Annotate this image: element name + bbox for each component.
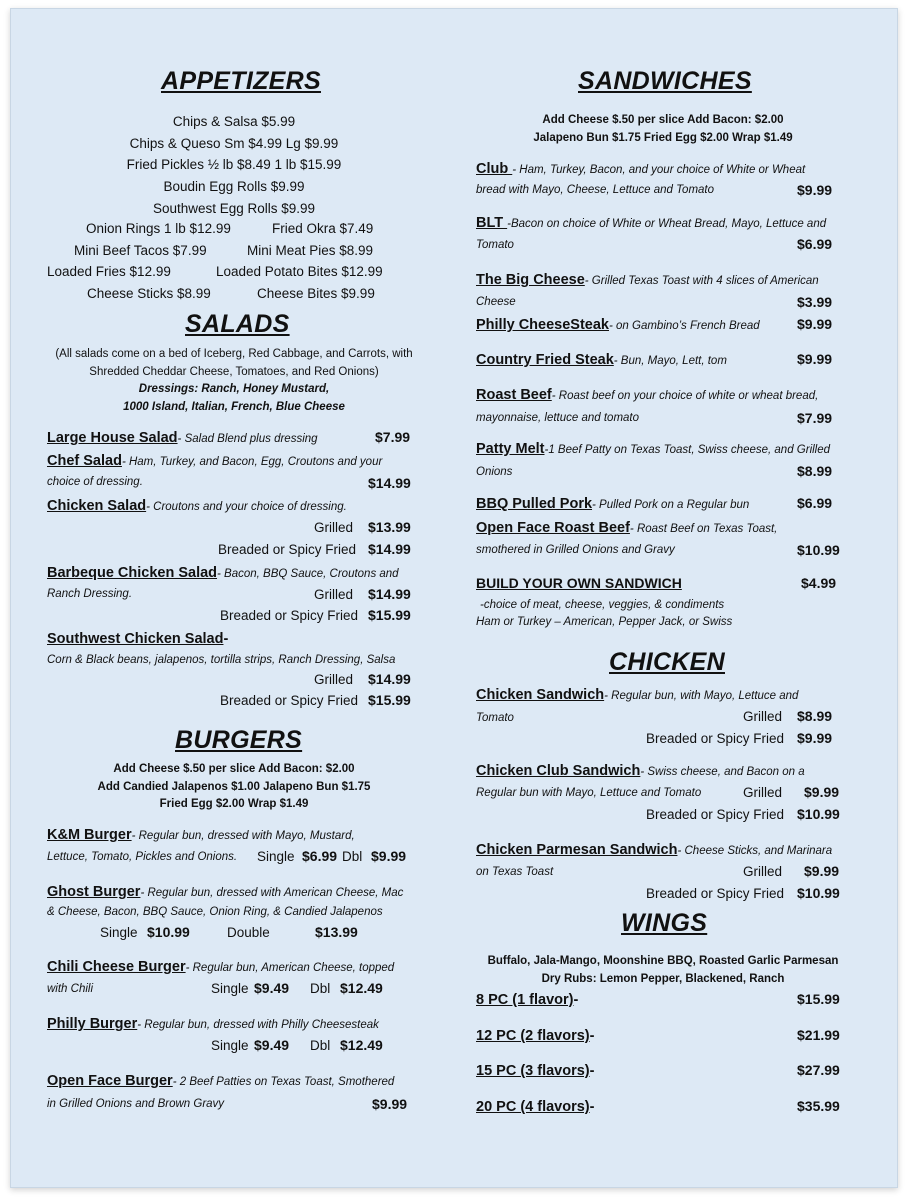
sandwiches-addons	[470, 112, 856, 147]
appetizer-line: Fried Pickles ½ lb $8.49 1 lb $15.99	[126, 157, 342, 173]
menu-item-club	[476, 160, 805, 178]
item-desc: - Regular bun, with Mayo, Lettuce and	[604, 690, 799, 702]
menu-item-philly-burger	[47, 1015, 379, 1033]
menu-item-chili-cheese-burger	[47, 958, 394, 976]
item-name: 8 PC (1 flavor)	[476, 992, 574, 1008]
option-label: Grilled	[314, 587, 354, 602]
item-name: Chili Cheese Burger	[47, 959, 186, 975]
option-price: $13.99	[315, 924, 358, 940]
item-name: Southwest Chicken Salad	[47, 631, 224, 647]
item-name: BLT	[476, 215, 508, 231]
item-price: $10.99	[797, 542, 840, 558]
option-label: Breaded or Spicy Fried	[646, 807, 785, 822]
item-desc: - Bacon, BBQ Sauce, Croutons and	[217, 568, 399, 580]
item-desc: - Pulled Pork on a Regular bun	[592, 499, 750, 511]
item-price: $27.99	[797, 1062, 840, 1078]
item-name: Club	[476, 161, 513, 177]
item-name: Philly Burger	[47, 1016, 138, 1032]
menu-item-southwest-chicken-salad	[47, 630, 228, 648]
option-label: Breaded or Spicy Fried	[220, 608, 359, 623]
menu-item-philly-cheesesteak	[476, 316, 760, 334]
item-desc-cont: Lettuce, Tomato, Pickles and Onions.	[47, 851, 238, 863]
menu-item-open-face-burger	[47, 1072, 394, 1090]
appetizer-item: Cheese Bites $9.99	[257, 286, 375, 301]
item-desc-cont: with Chili	[47, 983, 94, 995]
item-price: $9.99	[797, 316, 833, 332]
item-desc-cont: & Cheese, Bacon, BBQ Sauce, Onion Ring, & Candied Jalapenos	[47, 906, 383, 918]
menu-item-big-cheese	[476, 271, 819, 289]
item-name: Philly CheeseSteak	[476, 317, 609, 333]
item-price: $21.99	[797, 1027, 840, 1043]
appetizer-line: Boudin Egg Rolls $9.99	[163, 179, 305, 195]
item-desc-cont: choice of dressing.	[47, 476, 143, 488]
option-price: $12.49	[340, 1037, 383, 1053]
item-desc: - Regular bun, dressed with Mayo, Mustard,	[131, 830, 355, 842]
item-price: $7.99	[797, 410, 833, 426]
build-your-own-desc: Ham or Turkey – American, Pepper Jack, or Swiss	[476, 616, 733, 628]
burger-addon-line: Add Candied Jalapenos $1.00 Jalapeno Bun $1.75	[97, 780, 371, 793]
item-desc-cont: in Grilled Onions and Brown Gravy	[47, 1098, 225, 1110]
option-label: Single	[100, 925, 138, 940]
build-your-own-desc: -choice of meat, cheese, veggies, & condiments	[480, 599, 725, 611]
option-price: $9.99	[797, 730, 833, 746]
item-name: The Big Cheese	[476, 272, 585, 288]
item-desc-cont: Onions	[476, 466, 513, 478]
item-desc: -1 Beef Patty on Texas Toast, Swiss cheese, and Grilled	[544, 444, 831, 456]
item-name: Chicken Parmesan Sandwich	[476, 842, 678, 858]
option-price: $12.49	[340, 980, 383, 996]
build-your-own-price: $4.99	[801, 575, 837, 591]
option-label: Dbl	[310, 1038, 331, 1053]
menu-item-wings-20pc	[476, 1098, 594, 1116]
option-label: Grilled	[743, 709, 783, 724]
item-desc: - Salad Blend plus dressing	[177, 433, 318, 445]
item-desc-cont: Cheese	[476, 296, 516, 308]
item-price: $9.99	[797, 351, 833, 367]
option-label: Grilled	[743, 785, 783, 800]
appetizers-list	[46, 111, 422, 220]
item-desc-cont: on Texas Toast	[476, 866, 554, 878]
appetizer-item: Fried Okra $7.49	[272, 221, 374, 236]
appetizer-item: Mini Beef Tacos $7.99	[74, 243, 207, 258]
option-label: Breaded or Spicy Fried	[218, 542, 357, 557]
burgers-addons	[40, 761, 428, 814]
option-label: Grilled	[743, 864, 783, 879]
option-price: $13.99	[368, 519, 411, 535]
item-desc-cont: Tomato	[476, 712, 514, 724]
build-your-own-title: BUILD YOUR OWN SANDWICH	[476, 575, 682, 591]
item-name: 20 PC (4 flavors)	[476, 1099, 590, 1115]
option-price: $15.99	[368, 607, 411, 623]
item-suffix: -	[573, 992, 579, 1008]
option-label: Single	[257, 849, 295, 864]
option-price: $9.49	[254, 980, 290, 996]
menu-item-patty-melt	[476, 440, 830, 458]
salads-dressings: Dressings: Ranch, Honey Mustard,	[138, 383, 330, 395]
option-price: $14.99	[368, 586, 411, 602]
item-name: Open Face Roast Beef	[476, 520, 630, 536]
menu-item-wings-12pc	[476, 1027, 594, 1045]
item-desc: - Regular bun, American Cheese, topped	[185, 962, 395, 974]
appetizer-line: Southwest Egg Rolls $9.99	[152, 200, 316, 216]
item-price: $8.99	[797, 463, 833, 479]
item-name: Open Face Burger	[47, 1073, 173, 1089]
menu-item-country-fried-steak	[476, 351, 727, 369]
item-name: Roast Beef	[476, 387, 552, 403]
item-name: Chicken Salad	[47, 498, 147, 514]
item-price: $9.99	[797, 182, 833, 198]
item-price: $14.99	[368, 475, 411, 491]
option-label: Grilled	[314, 672, 354, 687]
item-desc: - Grilled Texas Toast with 4 slices of American	[584, 275, 819, 287]
option-price: $15.99	[368, 692, 411, 708]
item-desc: - Cheese Sticks, and Marinara	[677, 845, 833, 857]
item-name: Patty Melt	[476, 441, 545, 457]
appetizer-item: Mini Meat Pies $8.99	[247, 243, 374, 258]
menu-item-chicken-club-sandwich	[476, 762, 805, 780]
option-label: Dbl	[310, 981, 331, 996]
item-name: BBQ Pulled Pork	[476, 496, 593, 512]
item-price: $35.99	[797, 1098, 840, 1114]
option-price: $9.99	[371, 848, 407, 864]
item-suffix: -	[589, 1063, 595, 1079]
menu-item-wings-8pc	[476, 991, 578, 1009]
burger-addon-line: Fried Egg $2.00 Wrap $1.49	[159, 798, 309, 810]
option-label: Dbl	[342, 849, 363, 864]
item-desc: - Roast Beef on Texas Toast,	[629, 523, 778, 535]
burger-addon-line: Add Cheese $.50 per slice Add Bacon: $2.00	[113, 763, 355, 775]
option-price: $10.99	[797, 885, 840, 901]
salads-dressings: 1000 Island, Italian, French, Blue Cheese	[123, 400, 345, 413]
item-desc: - Regular bun, dressed with American Cheese, Mac	[140, 887, 404, 899]
item-name: Country Fried Steak	[476, 352, 614, 368]
item-desc: - on Gambino’s French Bread	[609, 320, 760, 332]
appetizer-item: Onion Rings 1 lb $12.99	[86, 221, 231, 236]
option-price: $8.99	[797, 708, 833, 724]
menu-item-bbq-chicken-salad	[47, 564, 399, 582]
item-suffix: -	[223, 631, 229, 647]
salads-intro-line: (All salads come on a bed of Iceberg, Red Cabbage, and Carrots, with	[55, 348, 413, 360]
item-desc-cont: mayonnaise, lettuce and tomato	[476, 412, 640, 424]
item-price: $15.99	[797, 991, 840, 1007]
item-desc: - Swiss cheese, and Bacon on a	[640, 766, 805, 778]
wings-heading: WINGS	[621, 909, 708, 937]
item-desc: - Ham, Turkey, Bacon, and your choice of White or Wheat	[512, 164, 806, 176]
appetizer-item: Loaded Potato Bites $12.99	[216, 264, 383, 279]
item-name: 15 PC (3 flavors)	[476, 1063, 590, 1079]
item-desc: - Bun, Mayo, Lett, tom	[613, 355, 727, 367]
item-desc-cont: smothered in Grilled Onions and Gravy	[476, 544, 675, 556]
item-name: Large House Salad	[47, 430, 178, 446]
sandwiches-heading: SANDWICHES	[578, 67, 752, 95]
option-label: Breaded or Spicy Fried	[646, 731, 785, 746]
item-name: 12 PC (2 flavors)	[476, 1028, 590, 1044]
menu-item-chicken-sandwich	[476, 686, 798, 704]
item-desc-cont: Regular bun with Mayo, Lettuce and Tomato	[476, 787, 702, 799]
wings-flavor-line: Buffalo, Jala-Mango, Moonshine BBQ, Roasted Garlic Parmesan	[487, 955, 839, 967]
option-label: Single	[211, 1038, 249, 1053]
chicken-heading: CHICKEN	[609, 648, 725, 676]
sandwich-addon-line: Jalapeno Bun $1.75 Fried Egg $2.00 Wrap $1.49	[533, 131, 793, 144]
item-name: Ghost Burger	[47, 884, 141, 900]
option-label: Grilled	[314, 520, 354, 535]
option-price: $10.99	[797, 806, 840, 822]
menu-item-chef-salad	[47, 452, 382, 470]
option-price: $9.49	[254, 1037, 290, 1053]
item-desc-cont: Ranch Dressing.	[47, 588, 133, 600]
item-desc-cont: bread with Mayo, Cheese, Lettuce and Tomato	[476, 184, 715, 196]
wings-flavor-line: Dry Rubs: Lemon Pepper, Blackened, Ranch	[541, 972, 785, 985]
option-label: Breaded or Spicy Fried	[646, 886, 785, 901]
item-desc: - Ham, Turkey, and Bacon, Egg, Croutons and your	[121, 456, 383, 468]
option-price: $10.99	[147, 924, 190, 940]
burgers-heading: BURGERS	[175, 726, 303, 754]
menu-item-blt	[476, 214, 826, 232]
item-name: Chef Salad	[47, 453, 122, 469]
menu-item-roast-beef	[476, 386, 818, 404]
item-price: $6.99	[797, 495, 833, 511]
option-price: $6.99	[302, 848, 338, 864]
menu-item-chicken-salad	[47, 497, 347, 515]
appetizer-line: Chips & Salsa $5.99	[172, 114, 296, 129]
appetizer-item: Loaded Fries $12.99	[47, 264, 171, 279]
menu-item-chicken-parmesan-sandwich	[476, 841, 832, 859]
menu-item-large-house-salad	[47, 429, 318, 447]
sandwich-addon-line: Add Cheese $.50 per slice Add Bacon: $2.00	[542, 114, 784, 126]
item-desc: - Roast beef on your choice of white or wheat bread,	[551, 390, 819, 402]
menu-item-km-burger	[47, 826, 355, 844]
menu-item-ghost-burger	[47, 883, 403, 901]
item-price: $7.99	[375, 429, 411, 445]
item-desc-cont: Corn & Black beans, jalapenos, tortilla strips, Ranch Dressing, Salsa	[47, 654, 396, 666]
item-name: Chicken Sandwich	[476, 687, 605, 703]
salads-intro	[40, 346, 428, 416]
item-name: Barbeque Chicken Salad	[47, 565, 218, 581]
item-price: $6.99	[797, 236, 833, 252]
option-label: Breaded or Spicy Fried	[220, 693, 359, 708]
item-desc-cont: Tomato	[476, 239, 514, 251]
option-price: $9.99	[804, 784, 840, 800]
menu-item-wings-15pc	[476, 1062, 594, 1080]
salads-heading: SALADS	[185, 310, 290, 338]
option-price: $9.99	[804, 863, 840, 879]
item-desc: - 2 Beef Patties on Texas Toast, Smothered	[172, 1076, 395, 1088]
item-desc: - Croutons and your choice of dressing.	[146, 501, 347, 513]
option-label: Double	[227, 925, 270, 940]
salads-intro-line: Shredded Cheddar Cheese, Tomatoes, and Red Onions)	[89, 365, 379, 378]
item-desc: -Bacon on choice of White or Wheat Bread, Mayo, Lettuce and	[507, 218, 827, 230]
option-label: Single	[211, 981, 249, 996]
appetizers-heading: APPETIZERS	[161, 67, 321, 95]
menu-item-bbq-pulled-pork	[476, 495, 749, 513]
item-suffix: -	[589, 1028, 595, 1044]
item-price: $9.99	[372, 1096, 408, 1112]
appetizer-item: Cheese Sticks $8.99	[87, 286, 211, 301]
option-price: $14.99	[368, 541, 411, 557]
menu-item-open-face-roast-beef	[476, 519, 777, 537]
item-desc: - Regular bun, dressed with Philly Cheesesteak	[137, 1019, 379, 1031]
item-price: $3.99	[797, 294, 833, 310]
appetizer-line: Chips & Queso Sm $4.99 Lg $9.99	[129, 135, 339, 151]
item-name: Chicken Club Sandwich	[476, 763, 641, 779]
item-name: K&M Burger	[47, 827, 132, 843]
wings-flavors	[470, 953, 856, 988]
option-price: $14.99	[368, 671, 411, 687]
item-suffix: -	[589, 1099, 595, 1115]
